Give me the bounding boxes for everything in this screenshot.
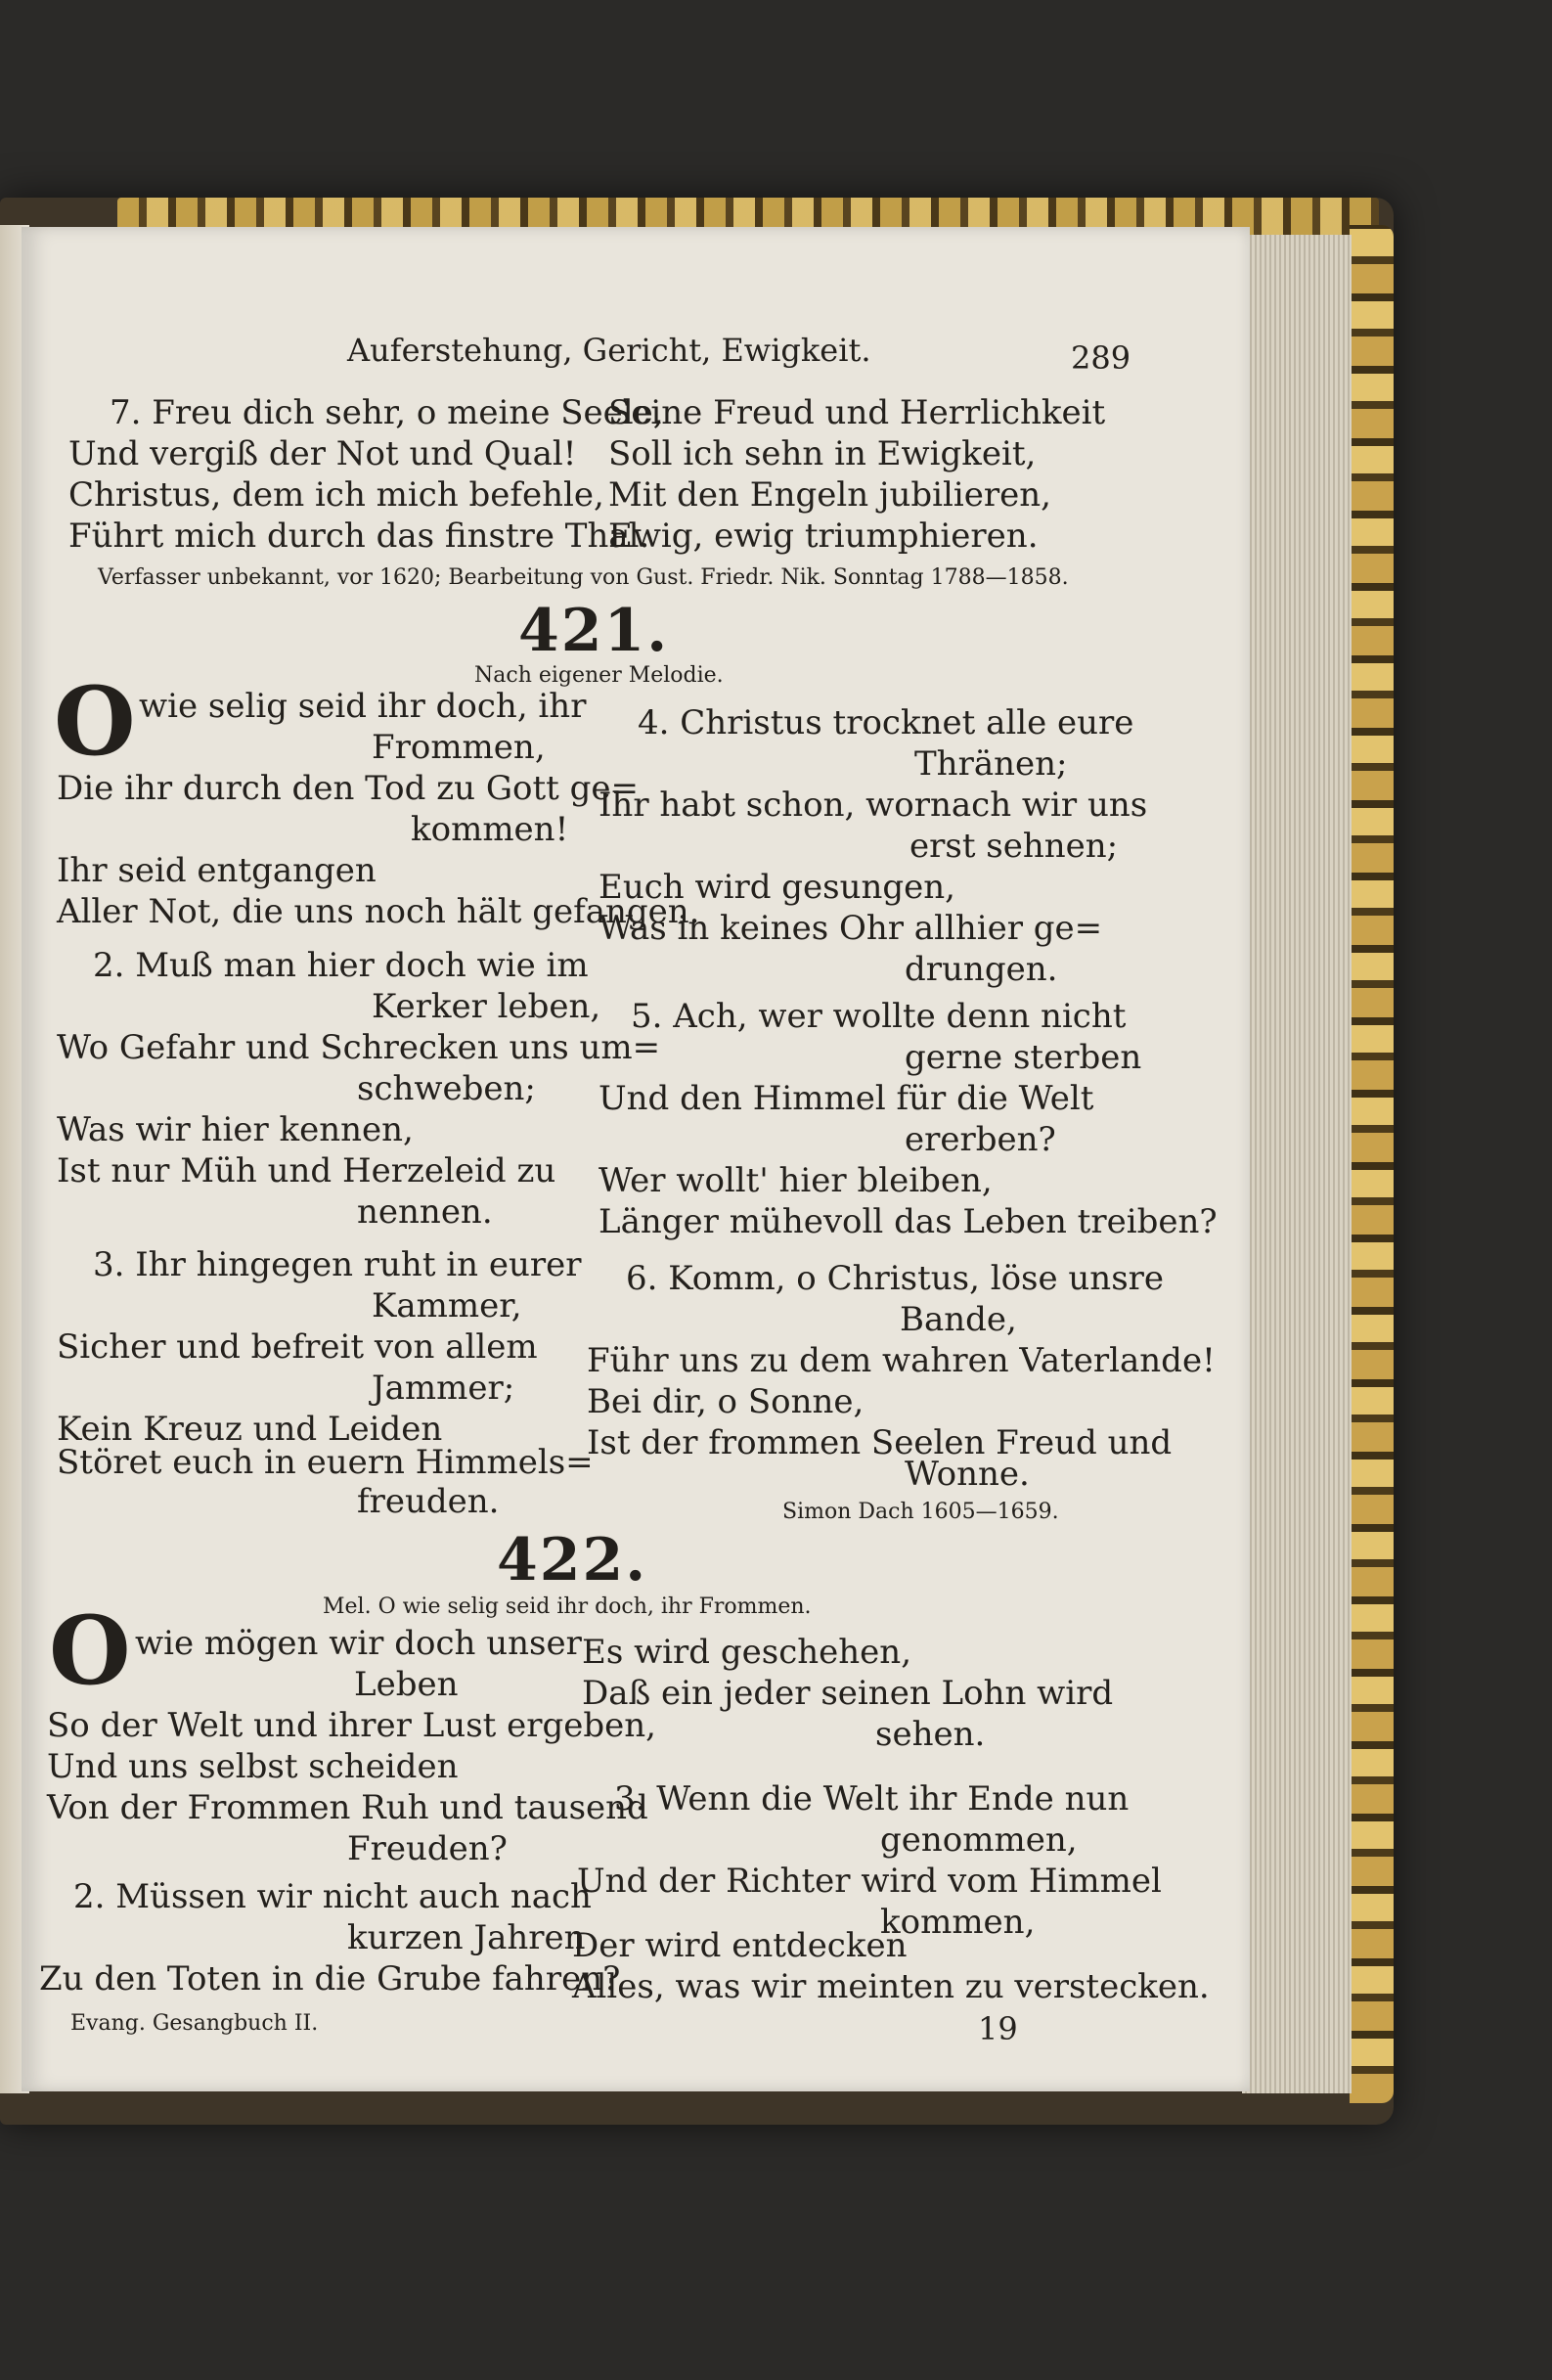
- verse-line: So der Welt und ihrer Lust ergeben,: [47, 1706, 656, 1745]
- verse-line: erst sehnen;: [909, 827, 1119, 866]
- hymn-number: 421.: [518, 597, 670, 665]
- verse-line: Seine Freud und Herrlichkeit: [608, 393, 1106, 432]
- verse-line: Und uns selbst scheiden: [47, 1747, 459, 1786]
- verse-line: wie mögen wir doch unser: [135, 1624, 582, 1663]
- verse-line: genommen,: [880, 1820, 1078, 1860]
- verse-line: 3. Ihr hingegen ruht in eurer: [93, 1245, 582, 1284]
- verse-line: Ist nur Müh und Herzeleid zu: [57, 1151, 556, 1190]
- verse-line: Kammer,: [372, 1286, 522, 1325]
- verse-line: Ewig, ewig triumphieren.: [608, 516, 1039, 556]
- melody-note: Mel. O wie selig seid ihr doch, ihr Frommen.: [323, 1594, 812, 1619]
- verse-line: gerne sterben: [905, 1038, 1142, 1077]
- melody-note: Nach eigener Melodie.: [474, 663, 724, 688]
- verse-line: Euch wird gesungen,: [599, 868, 955, 907]
- signature-line: Evang. Gesangbuch II.: [70, 2011, 319, 2036]
- verse-line: 7. Freu dich sehr, o meine Seele,: [110, 393, 664, 432]
- verse-line: Störet euch in euern Himmels=: [57, 1443, 594, 1482]
- running-header: Auferstehung, Gericht, Ewigkeit.: [347, 332, 871, 369]
- verse-line: Bei dir, o Sonne,: [587, 1382, 865, 1421]
- verse-line: Kerker leben,: [372, 987, 601, 1026]
- verse-line: Und der Richter wird vom Himmel: [577, 1862, 1162, 1901]
- verse-line: 6. Komm, o Christus, löse unsre: [626, 1259, 1165, 1298]
- verse-line: Führ uns zu dem wahren Vaterlande!: [587, 1341, 1216, 1380]
- verse-line: Daß ein jeder seinen Lohn wird: [582, 1674, 1114, 1713]
- verse-line: 5. Ach, wer wollte denn nicht: [631, 997, 1127, 1036]
- verse-line: Länger mühevoll das Leben treiben?: [599, 1202, 1218, 1241]
- verse-line: Sicher und befreit von allem: [57, 1327, 538, 1367]
- sheet-number: 19: [978, 2010, 1018, 2047]
- verse-line: Kein Kreuz und Leiden: [57, 1410, 443, 1449]
- page-number: 289: [1071, 339, 1131, 377]
- verse-line: Soll ich sehn in Ewigkeit,: [608, 434, 1037, 473]
- verse-line: Wonne.: [905, 1455, 1030, 1494]
- verse-line: kommen,: [880, 1903, 1036, 1942]
- verse-line: kommen!: [411, 810, 569, 849]
- verse-line: drungen.: [905, 950, 1058, 989]
- initial-letter: O: [49, 1595, 131, 1706]
- verse-line: Es wird geschehen,: [582, 1633, 911, 1672]
- verse-line: Was in keines Ohr allhier ge=: [599, 909, 1103, 948]
- verse-line: Aller Not, die uns noch hält gefangen.: [57, 892, 700, 931]
- verse-line: Zu den Toten in die Grube fahren?: [39, 1959, 621, 1998]
- verse-line: Alles, was wir meinten zu verstecken.: [572, 1967, 1210, 2006]
- verse-line: Was wir hier kennen,: [57, 1110, 414, 1149]
- verse-line: Wo Gefahr und Schrecken uns um=: [57, 1028, 661, 1067]
- verse-line: freuden.: [357, 1482, 500, 1521]
- verse-line: Jammer;: [372, 1369, 515, 1408]
- verse-line: Und vergiß der Not und Qual!: [68, 434, 577, 473]
- verse-line: schweben;: [357, 1069, 536, 1108]
- verse-line: 4. Christus trocknet alle eure: [638, 703, 1134, 742]
- verse-line: 3. Wenn die Welt ihr Ende nun: [614, 1779, 1130, 1819]
- verse-line: 2. Müssen wir nicht auch nach: [73, 1877, 592, 1916]
- verse-line: Mit den Engeln jubilieren,: [608, 475, 1051, 515]
- verse-line: Wer wollt' hier bleiben,: [599, 1161, 993, 1200]
- attribution: Simon Dach 1605—1659.: [782, 1500, 1059, 1524]
- verse-line: Und den Himmel für die Welt: [599, 1079, 1094, 1118]
- verse-line: wie selig seid ihr doch, ihr: [139, 687, 587, 726]
- verse-line: Die ihr durch den Tod zu Gott ge=: [57, 769, 639, 808]
- verse-line: ererben?: [905, 1120, 1056, 1159]
- verse-line: Von der Frommen Ruh und tausend: [47, 1788, 648, 1827]
- verse-line: sehen.: [875, 1715, 986, 1754]
- verse-line: Führt mich durch das finstre Thal.: [68, 516, 650, 556]
- verse-line: Ist der frommen Seelen Freud und: [587, 1423, 1173, 1462]
- verse-line: Ihr seid entgangen: [57, 851, 377, 890]
- initial-letter: O: [54, 666, 136, 777]
- verse-line: Frommen,: [372, 728, 546, 767]
- hymn-number: 422.: [497, 1526, 648, 1594]
- verse-line: Thränen;: [914, 744, 1068, 784]
- verse-line: nennen.: [357, 1192, 493, 1232]
- verse-line: Freuden?: [347, 1829, 508, 1868]
- verse-line: Der wird entdecken: [572, 1926, 908, 1965]
- verse-line: kurzen Jahren: [347, 1918, 586, 1957]
- gilt-edge-right: [1350, 225, 1394, 2103]
- attribution: Verfasser unbekannt, vor 1620; Bearbeitung von Gust. Friedr. Nik. Sonntag 1788—1858.: [98, 565, 1069, 590]
- verse-line: Christus, dem ich mich befehle,: [68, 475, 604, 515]
- verse-line: 2. Muß man hier doch wie im: [93, 946, 589, 985]
- page-edges: [1242, 235, 1352, 2093]
- verse-line: Ihr habt schon, wornach wir uns: [599, 786, 1148, 825]
- verse-line: Leben: [354, 1665, 459, 1704]
- verse-line: Bande,: [900, 1300, 1017, 1339]
